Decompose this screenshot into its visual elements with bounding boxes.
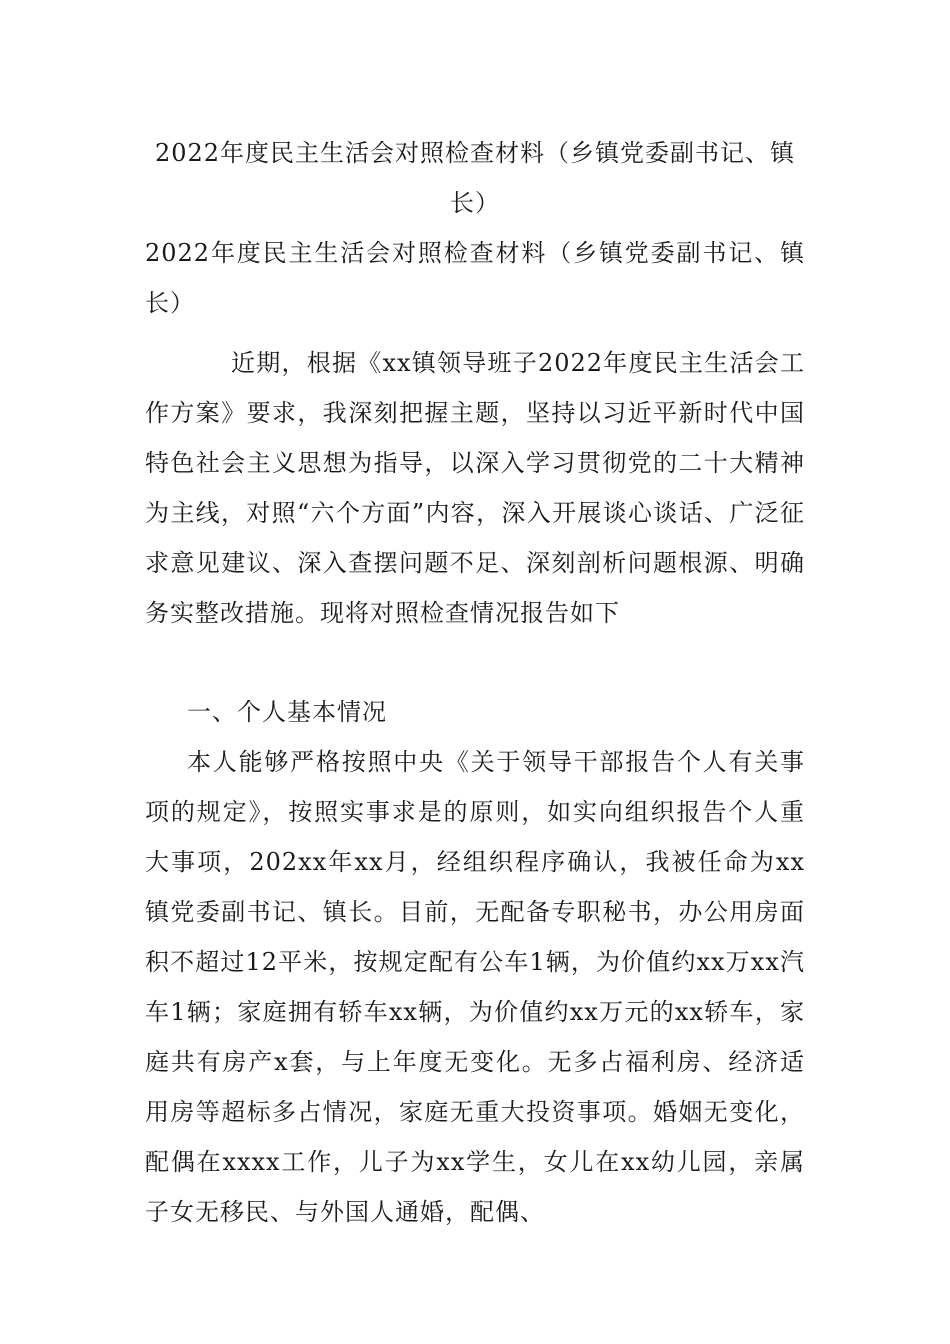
section-heading-personal-info: 一、个人基本情况 (187, 698, 387, 726)
document-title: 2022年度民主生活会对照检查材料（乡镇党委副书记、镇长） (154, 139, 796, 217)
personal-info-paragraph: 本人能够严格按照中央《关于领导干部报告个人有关事项的规定》，按照实事求是的原则，如实向组织报告个人重大事项，202xx年xx月，经组织程序确认，我被任命为xx镇党委副书记、镇长。目前，无配备专职秘书，办公用房面积不超过12平米，按规定配有公车1辆，为价值约xx万xx汽车1辆；家庭拥有轿车xx辆，为价值约xx万元的xx轿车，家庭共有房产x套，与上年度无变化。无多占福利房、经济适用房等超标多占情况，家庭无重大投资事项。婚姻无变化，配偶在xxxx工作，儿子为xx学生，女儿在xx幼儿园，亲属子女无移民、与外国人通婚，配偶、 (145, 748, 805, 1226)
intro-paragraph: 近期，根据《xx镇领导班子2022年度民主生活会工作方案》要求，我深刻把握主题，坚持以习近平新时代中国特色社会主义思想为指导，以深入学习贯彻党的二十大精神为主线，对照“六个方面”内容，深入开展谈心谈话、广泛征求意见建议、深入查摆问题不足、深刻剖析问题根源、明确务实整改措施。现将对照检查情况报告如下 (145, 349, 805, 627)
document-page (145, 128, 805, 1237)
document-subtitle: 2022年度民主生活会对照检查材料（乡镇党委副书记、镇长） (145, 239, 805, 317)
